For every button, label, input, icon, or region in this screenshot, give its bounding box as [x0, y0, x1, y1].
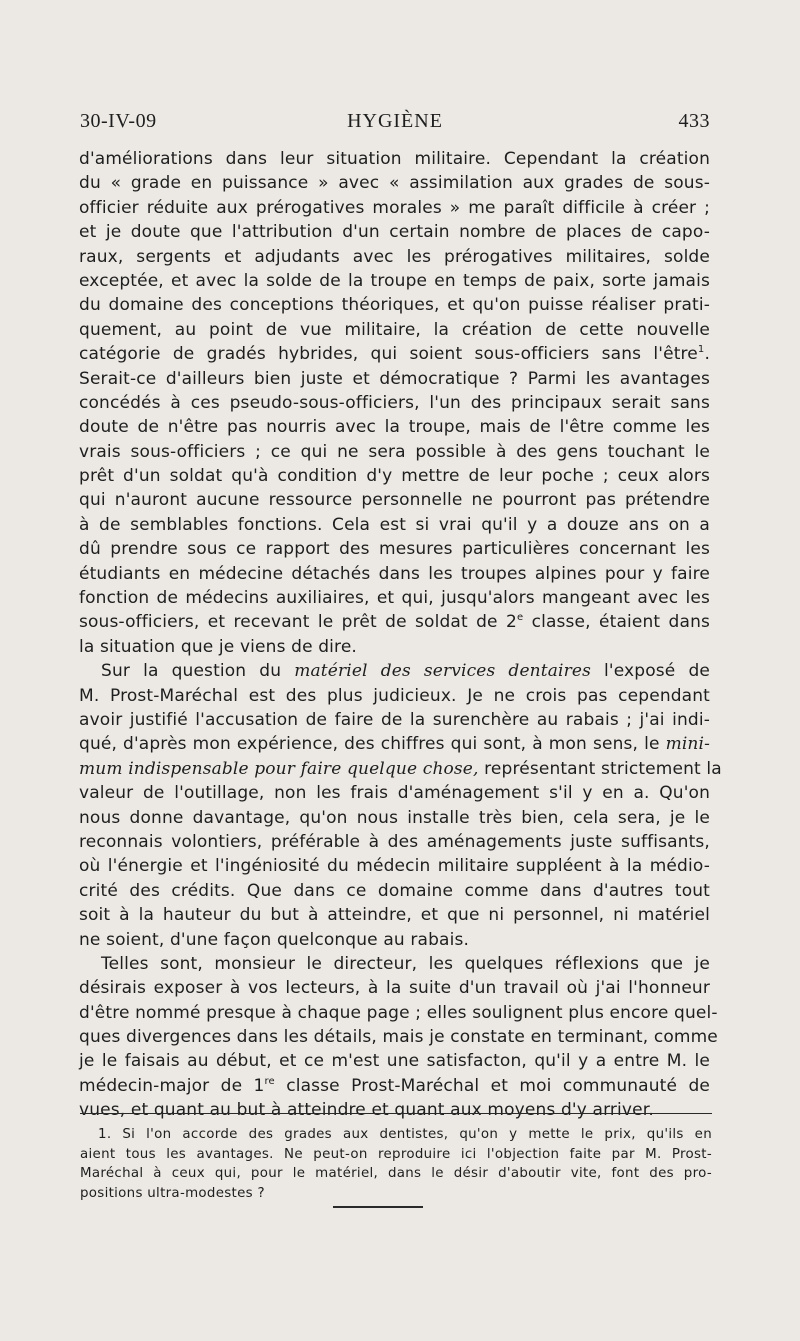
closing-rule [333, 1206, 423, 1208]
text-line: ques divergences dans les détails, mais je constate en terminant, comme [79, 1027, 718, 1048]
text-line: désirais exposer à vos lecteurs, à la suite d'un travail où j'ai l'honneur [79, 978, 710, 999]
text-line: concédés à ces pseudo-sous-officiers, l'un des principaux serait sans [79, 392, 710, 413]
footnote-line: positions ultra-modestes ? [80, 1185, 265, 1201]
text-line [79, 757, 722, 781]
text-line: du « grade en puissance » avec « assimilation aux grades de sous- [79, 173, 710, 194]
text-line: je le faisais au début, et ce m'est une satisfacton, qu'il y a entre M. le [79, 1051, 710, 1072]
text-line: vrais sous-officiers ; ce qui ne sera possible à des gens touchant le [79, 441, 710, 462]
text-line [79, 342, 710, 366]
text-line: raux, sergents et adjudants avec les prérogatives militaires, solde [79, 246, 710, 267]
text-line: soit à la hauteur du but à atteindre, et que ni personnel, ni matériel [79, 905, 710, 926]
text-line: prêt d'un soldat qu'à condition d'y mettre de leur poche ; ceux alors [79, 466, 710, 487]
text-line: Serait-ce d'ailleurs bien juste et démocratique ? Parmi les avantages [79, 368, 710, 389]
text-line: fonction de médecins auxiliaires, et qui, jusqu'alors mangeant avec les [79, 588, 710, 609]
text-line: dû prendre sous ce rapport des mesures particulières concernant les [79, 539, 710, 560]
text-line: valeur de l'outillage, non les frais d'aménagement s'il y en a. Qu'on [79, 783, 710, 804]
text-segment: classe, étaient dans [523, 612, 710, 633]
ordinal-superscript: e [516, 612, 524, 624]
footnote-reference: 1 [697, 344, 705, 356]
italic-phrase: mini- [665, 734, 710, 755]
header-date: 30-IV-09 [80, 110, 157, 132]
text-line: doute de n'être pas nourris avec la troupe, mais de l'être comme les [79, 417, 710, 438]
text-line: crité des crédits. Que dans ce domaine comme dans d'autres tout [79, 880, 710, 901]
text-line: où l'énergie et l'ingéniosité du médecin militaire suppléent à la médio- [79, 856, 710, 877]
text-line: et je doute que l'attribution d'un certain nombre de places de capo- [79, 222, 710, 243]
text-line: nous donne davantage, qu'on nous installe très bien, cela sera, je le [79, 807, 710, 828]
header-section-title: HYGIÈNE [347, 110, 443, 132]
text-segment: l'exposé de [590, 661, 710, 682]
text-segment: qué, d'après mon expérience, des chiffres qui sont, à mon sens, le [79, 734, 666, 755]
text-line: du domaine des conceptions théoriques, et qu'on puisse réaliser prati- [79, 295, 710, 316]
text-line: exceptée, et avec la solde de la troupe en temps de paix, sorte jamais [79, 270, 710, 291]
text-segment: représentant strictement la [478, 758, 722, 779]
text-line [79, 659, 710, 683]
text-line: la situation que je viens de dire. [79, 636, 357, 657]
text-line [79, 1074, 710, 1098]
italic-phrase: mum indispensable pour faire quelque chose, [79, 758, 479, 779]
text-line: quement, au point de vue militaire, la création de cette nouvelle [79, 319, 710, 340]
text-line: qui n'auront aucune ressource personnelle ne pourront pas prétendre [79, 490, 710, 511]
text-line: d'améliorations dans leur situation militaire. Cependant la création [79, 149, 710, 169]
text-line: Telles sont, monsieur le directeur, les quelques réflexions que je [101, 953, 710, 974]
text-line: avoir justifié l'accusation de faire de la surenchère au rabais ; j'ai indi- [79, 709, 710, 730]
italic-phrase: matériel des services dentaires [294, 661, 591, 682]
text-line: vues, et quant au but à atteindre et quant aux moyens d'y arriver. [79, 1100, 654, 1121]
text-line: d'être nommé presque à chaque page ; elles soulignent plus encore quel- [79, 1002, 718, 1023]
footnote-separator-rule [80, 1113, 712, 1114]
text-segment: catégorie de gradés hybrides, qui soient sous-officiers sans l'être [79, 344, 698, 365]
text-segment: . [704, 344, 710, 365]
text-segment: Sur la question du [101, 661, 295, 682]
text-line: étudiants en médecine détachés dans les troupes alpines pour y faire [79, 563, 710, 584]
text-segment: classe Prost-Maréchal et moi communauté de [274, 1075, 710, 1096]
running-head [80, 110, 710, 138]
text-line: reconnais volontiers, préférable à des aménagements juste suffisants, [79, 831, 710, 852]
page-number: 433 [678, 110, 710, 132]
text-line: officier réduite aux prérogatives morales » me paraît difficile à créer ; [79, 197, 710, 218]
text-segment: sous-officiers, et recevant le prêt de soldat de 2 [79, 612, 517, 633]
footnote-line: 1. Si l'on accorde des grades aux dentistes, qu'on y mette le prix, qu'ils en [98, 1127, 712, 1142]
text-line: ne soient, d'une façon quelconque au rabais. [79, 929, 470, 950]
text-line: M. Prost-Maréchal est des plus judicieux. Je ne crois pas cependant [79, 685, 710, 706]
footnote-line: Maréchal à ceux qui, pour le matériel, dans le désir d'aboutir vite, font des pro- [80, 1166, 712, 1182]
body-text [79, 147, 722, 1123]
ordinal-superscript: re [264, 1075, 275, 1087]
footnote-line: aient tous les avantages. Ne peut-on reproduire ici l'objection faite par M. Prost- [80, 1146, 712, 1162]
text-line [79, 732, 710, 756]
footnote [80, 1125, 712, 1203]
text-line [79, 610, 710, 634]
text-segment: médecin-major de 1 [79, 1075, 265, 1096]
text-line: à de semblables fonctions. Cela est si vrai qu'il y a douze ans on a [79, 514, 710, 535]
